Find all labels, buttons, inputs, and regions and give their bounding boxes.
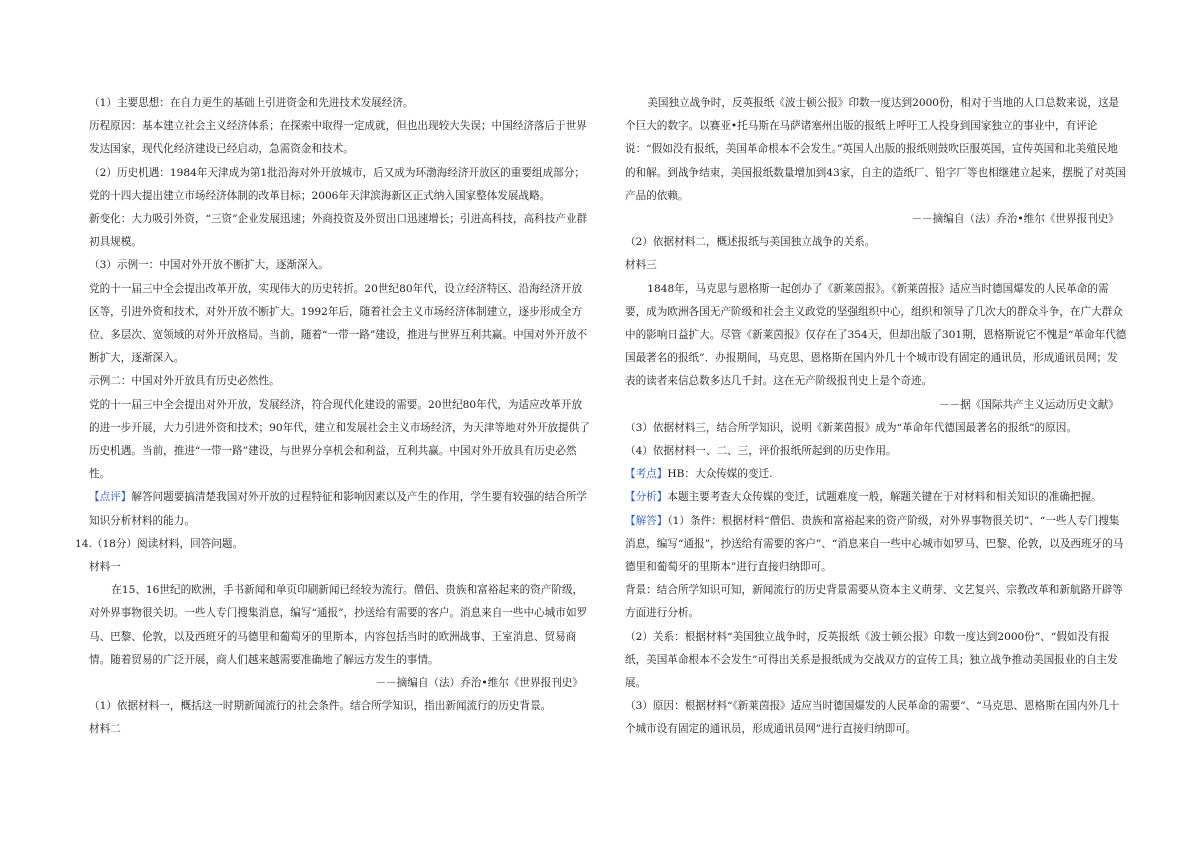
paragraph-text: －－摘编自（法）乔治•维尔《世界报刊史》 xyxy=(911,213,1119,226)
left-paragraph xyxy=(89,370,591,393)
paragraph-text: 美国独立战争时，反英报纸《波士顿公报》印数一度达到2000份，相对于当地的人口总数来说，这是个巨大的数字。以赛亚•托马斯在马萨诸塞州出版的报纸上呼吁工人投身到国家独立的事业中，有评论说：“假如没有报纸，美国革命根本不会发生。”英国人出版的报纸则鼓吹臣服英国，宣传英国和北美殖民地的和解。到战争结束，美国报纸数量增加到43家，自主的造纸厂、铅字厂等也相继建立起来，摆脱了对英国产品的依赖。 xyxy=(625,97,1126,202)
right-paragraph xyxy=(625,92,1127,208)
paragraph-text: 示例二：中国对外开放具有历史必然性。 xyxy=(89,375,280,388)
paragraph-text: （2）关系：根据材料“美国独立战争时，反英报纸《波士顿公报》印数一度达到2000份”、“假如没有报纸，美国革命根本不会发生”可得出关系是报纸成为交战双方的宣传工具；独立战争推动美国报业的自主发展。 xyxy=(625,630,1118,690)
paragraph-text: 材料一 xyxy=(89,561,121,574)
left-paragraph xyxy=(89,162,591,208)
paragraph-text: －－据《国际共产主义运动历史文献》 xyxy=(938,398,1119,411)
paragraph-text: （2）历史机遇：1984年天津成为第1批沿海对外开放城市，后又成为环渤海经济开放区的重要组成部分；党的十四大提出建立市场经济体制的改革目标；2006年天津滨海新区正式纳入国家整体发展战略。 xyxy=(89,166,585,202)
paragraph-text: 解答问题要搞清楚我国对外开放的过程特征和影响因素以及产生的作用，学生要有较强的结合所学知识分析材料的能力。 xyxy=(89,491,587,527)
left-paragraph xyxy=(75,533,591,556)
paragraph-text: 背景：结合所学知识可知，新闻流行的历史背景需要从资本主义萌芽、文艺复兴、宗教改革和新航路开辟等方面进行分析。 xyxy=(625,584,1123,620)
left-paragraph xyxy=(89,486,591,532)
left-paragraph xyxy=(89,115,591,161)
paragraph-text: HB：大众传媒的变迁. xyxy=(667,468,773,481)
paragraph-text: 历程原因：基本建立社会主义经济体系；在探索中取得一定成就，但也出现较大失误；中国经济落后于世界发达国家，现代化经济建设已经启动，急需资金和技术。 xyxy=(89,120,587,156)
paragraph-text: （1）主要思想：在自力更生的基础上引进资金和先进技术发展经济。 xyxy=(89,97,414,109)
left-paragraph xyxy=(89,695,591,718)
paragraph-text: 新变化：大力吸引外资，“三资”企业发展迅速；外商投资及外贸出口迅速增长；引进高科技，高科技产业群初具规模。 xyxy=(89,213,588,249)
paragraph-text: －－摘编自（法）乔治•维尔《世界报刊史》 xyxy=(375,677,583,690)
right-paragraph xyxy=(625,231,1127,254)
paragraph-text: （1）条件：根据材料“僧侣、贵族和富裕起来的资产阶级，对外界事物很关切”、“一些人专门搜集消息，编写“通报”，抄送给有需要的客户”、“消息来自一些中心城市如罗马、巴黎、伦敦，以及西班牙的马德里和葡萄牙的里斯本”进行直接归纳即可。 xyxy=(625,514,1124,574)
left-paragraph xyxy=(89,579,591,672)
left-paragraph xyxy=(89,672,591,695)
right-paragraph xyxy=(625,278,1127,394)
paragraph-text: 材料二 xyxy=(89,723,121,736)
section-tag: 【解答】 xyxy=(625,514,668,527)
right-paragraph xyxy=(625,510,1127,580)
right-paragraph xyxy=(625,695,1127,741)
paragraph-text: （3）原因：根据材料“《新莱茵报》适应当时德国爆发的人民革命的需要”、“马克思、恩格斯在国内外几十个城市设有固定的通讯员，形成通讯员网”进行直接归纳即可。 xyxy=(625,700,1120,736)
paragraph-text: （2）依据材料二，概述报纸与美国独立战争的关系。 xyxy=(625,236,876,249)
left-paragraph xyxy=(89,556,591,579)
left-paragraph xyxy=(89,718,591,741)
paragraph-text: 本题主要考查大众传媒的变迁，试题难度一般，解题关键在于对材料和相关知识的准确把握。 xyxy=(667,491,1102,504)
paragraph-text: （3）示例一：中国对外开放不断扩大，逐渐深入。 xyxy=(89,259,329,272)
left-paragraph xyxy=(89,208,591,254)
section-tag: 【考点】 xyxy=(625,468,668,481)
section-tag: 【分析】 xyxy=(625,491,668,504)
right-column xyxy=(625,92,1127,742)
left-paragraph xyxy=(89,278,591,371)
paragraph-text: 材料三 xyxy=(625,259,657,272)
left-paragraph xyxy=(89,92,591,115)
paragraph-text: 党的十一届三中全会提出对外开放，发展经济，符合现代化建设的需要。20世纪80年代，为适应改革开放的进一步开展，大力引进外资和技术；90年代，建立和发展社会主义市场经济，为天津等地对外开放提供了历史机遇。当前，推进“一带一路”建设，与世界分享机会和利益，互利共赢。中国对外开放具有历史必然性。 xyxy=(89,398,590,481)
right-paragraph xyxy=(625,626,1127,696)
paragraph-text: 14.（18分）阅读材料，回答问题。 xyxy=(75,537,244,550)
right-paragraph xyxy=(625,208,1127,231)
right-paragraph xyxy=(625,394,1127,417)
paragraph-text: 1848年，马克思与恩格斯一起创办了《新莱茵报》。《新莱茵报》适应当时德国爆发的人民革命的需要，成为欧洲各国无产阶级和社会主义政党的坚强组织中心，组织和领导了几次大的群众斗争，在广大群众中的影响日益扩大。尽管《新莱茵报》仅存在了354天，但却出版了301期，恩格斯说它不愧是“革命年代德国最著名的报纸”．办报期间，马克思、恩格斯在国内外几十个城市设有固定的通讯员，形成通讯员网；发表的读者来信总数多达几千封。这在无产阶级报刊史上是个奇迹。 xyxy=(625,282,1127,388)
right-paragraph xyxy=(625,579,1127,625)
right-paragraph xyxy=(625,486,1127,509)
left-column xyxy=(75,92,591,742)
left-paragraph xyxy=(89,254,591,277)
right-paragraph xyxy=(625,254,1127,277)
paragraph-text: （3）依据材料三，结合所学知识，说明《新莱茵报》成为“革命年代德国最著名的报纸”的原因。 xyxy=(625,421,1077,434)
right-paragraph xyxy=(625,463,1127,486)
paragraph-text: 在15、16世纪的欧洲，手书新闻和单页印刷新闻已经较为流行。僧侣、贵族和富裕起来的资产阶级，对外界事物很关切。一些人专门搜集消息，编写“通报”，抄送给有需要的客户。消息来自一些中心城市如罗马、巴黎、伦敦，以及西班牙的马德里和葡萄牙的里斯本，内容包括当时的欧洲战事、王室消息、贸易商情。随着贸易的广泛开展，商人们越来越需要准确地了解远方发生的事情。 xyxy=(89,584,588,666)
paragraph-text: （4）依据材料一、二、三，评价报纸所起到的历史作用。 xyxy=(625,445,897,458)
section-tag: 【点评】 xyxy=(89,491,132,504)
left-paragraph xyxy=(89,394,591,487)
right-paragraph xyxy=(625,417,1127,440)
paragraph-text: （1）依据材料一，概括这一时期新闻流行的社会条件。结合所学知识，指出新闻流行的历史背景。 xyxy=(89,700,552,713)
right-paragraph xyxy=(625,440,1127,463)
paragraph-text: 党的十一届三中全会提出改革开放，实现伟大的历史转折。20世纪80年代，设立经济特区、沿海经济开放区等，引进外资和技术，对外开放不断扩大。1992年后，随着社会主义市场经济体制建立，逐步形成全方位、多层次、宽领域的对外开放格局。当前，随着“一带一路”建设，推进与世界互利共赢。中国对外开放不断扩大，逐渐深入。 xyxy=(89,282,588,365)
